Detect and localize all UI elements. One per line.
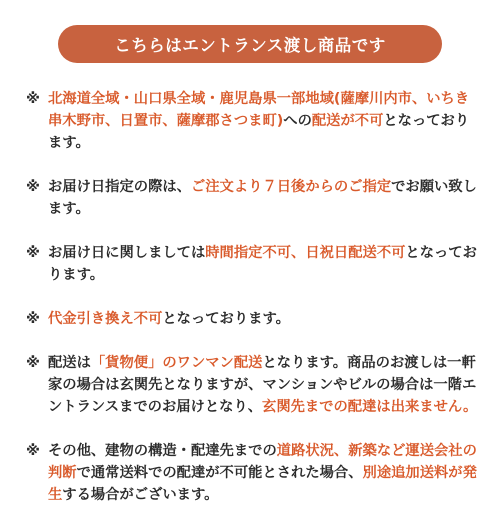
note-segment: への xyxy=(283,113,312,129)
note-segment: その他、建物の構造・配達先までの xyxy=(48,443,277,459)
note-segment: で通常送料での配達が不可能とされた場合、 xyxy=(76,465,363,481)
note-text xyxy=(48,440,478,506)
note-text xyxy=(48,242,478,286)
note-highlight: 道路状況、新築など運送会社の判断 xyxy=(48,443,477,481)
note-mark: ※ xyxy=(26,311,40,327)
note-segment: となっております。 xyxy=(48,113,470,151)
note-item xyxy=(26,176,478,220)
note-item xyxy=(26,88,478,154)
note-highlight: 時間指定不可、日祝日配送不可 xyxy=(205,245,406,261)
note-mark: ※ xyxy=(26,179,40,195)
note-highlight: 玄関先までの配達は出来ません。 xyxy=(262,399,478,415)
note-highlight: 「貨物便」のワンマン配送 xyxy=(90,355,263,371)
note-item xyxy=(26,440,478,506)
note-segment: となっております。 xyxy=(162,311,290,327)
note-segment: する場合がございます。 xyxy=(62,487,219,503)
note-segment: となっております。 xyxy=(48,245,477,283)
note-mark: ※ xyxy=(26,355,40,371)
note-text xyxy=(48,352,478,418)
note-text xyxy=(48,88,478,154)
note-item xyxy=(26,242,478,286)
note-highlight: 北海道全域・山口県全域・鹿児島県一部地域(薩摩川内市、いちき串木野市、日置市、薩摩郡さつま町) xyxy=(48,91,470,129)
note-text xyxy=(48,308,478,330)
note-segment: お届け日指定の際は、 xyxy=(48,179,191,195)
note-segment: となります。商品のお渡しは一軒家の場合は玄関先となりますが、マンションやビルの場合は一階エントランスまでのお届けとなり、 xyxy=(48,355,477,415)
note-item xyxy=(26,352,478,418)
note-segment: お届け日に関しましては xyxy=(48,245,206,261)
note-item xyxy=(26,308,478,330)
note-highlight: ご注文より７日後からのご指定 xyxy=(190,179,392,195)
note-mark: ※ xyxy=(26,245,40,261)
note-mark: ※ xyxy=(26,91,40,107)
note-text xyxy=(48,176,478,220)
note-segment: でお願い致します。 xyxy=(48,179,477,217)
delivery-notes-list xyxy=(26,88,478,506)
note-highlight: 代金引き換え不可 xyxy=(48,311,163,327)
note-highlight: 配送が不可 xyxy=(311,113,384,129)
entrance-delivery-banner xyxy=(58,25,442,63)
note-highlight: 別途追加送料が発生 xyxy=(48,465,477,503)
banner-title: こちらはエントランス渡し商品です xyxy=(114,36,386,55)
note-mark: ※ xyxy=(26,443,40,459)
note-segment: 配送は xyxy=(48,355,91,371)
